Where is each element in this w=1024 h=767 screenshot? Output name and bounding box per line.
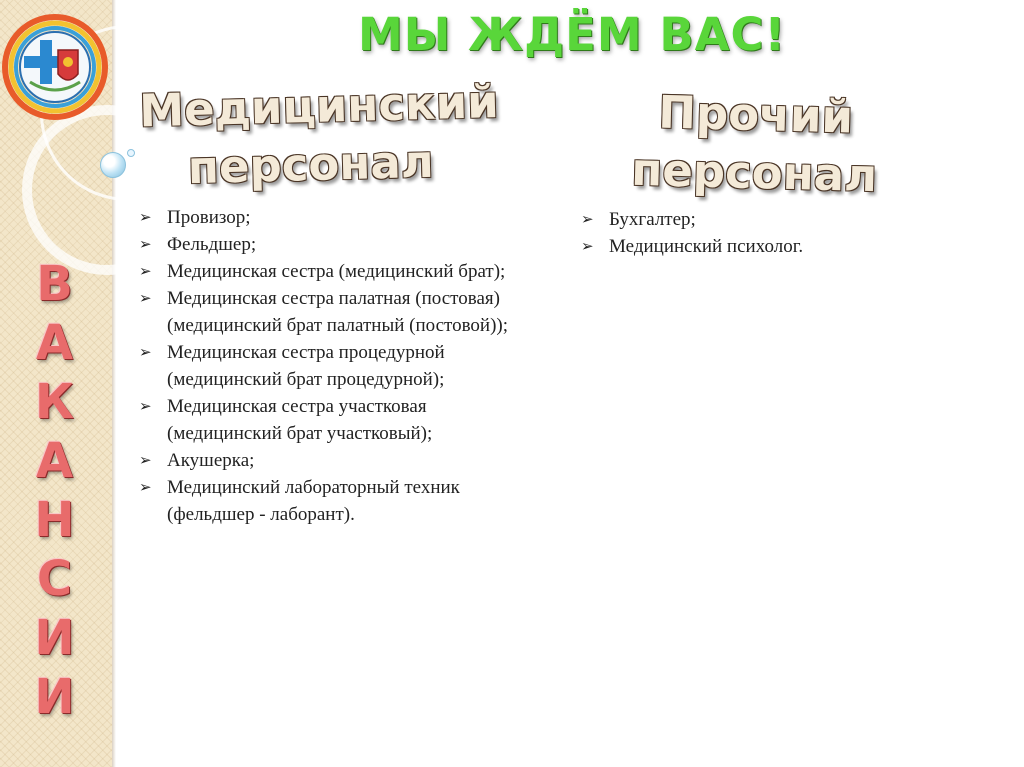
medical-staff-heading <box>138 74 500 199</box>
bubble-decoration <box>100 152 126 178</box>
slide-title: МЫ ЖДЁМ ВАС! <box>357 8 787 61</box>
list-item: ➢ Акушерка; <box>136 447 536 474</box>
list-item: ➢ Медицинская сестра палатная (постовая)(медицинский брат палатный (постовой)); <box>136 285 536 339</box>
other-staff-heading <box>604 82 907 206</box>
medical-vacancy-list <box>136 204 536 528</box>
vertical-letter: Н <box>34 492 76 548</box>
bubble-decoration-small <box>127 149 135 157</box>
list-item: ➢ Медицинская сестра процедурной (медицинский брат процедурной); <box>136 339 536 393</box>
list-item: ➢ Медицинская сестра участковая (медицинский брат участковый); <box>136 393 536 447</box>
vertical-letter: С <box>36 551 74 607</box>
vertical-letter: И <box>34 610 76 666</box>
vertical-letter: В <box>36 256 74 312</box>
vertical-word-vacancies <box>20 258 90 723</box>
vertical-letter: К <box>34 374 76 430</box>
list-item: ➢ Провизор; <box>136 204 536 231</box>
vertical-letter: А <box>35 433 75 489</box>
other-heading-line1: Прочий <box>657 85 854 144</box>
other-heading-line2: персонал <box>630 142 878 203</box>
medical-heading-line2: персонал <box>187 134 435 195</box>
list-item: ➢ Бухгалтер; <box>578 206 978 233</box>
list-item: ➢ Фельдшер; <box>136 231 536 258</box>
other-vacancy-list <box>578 206 978 260</box>
list-item: ➢ Медицинский лабораторный техник (фельдшер - лаборант). <box>136 474 536 528</box>
list-item: ➢ Медицинский психолог. <box>578 233 978 260</box>
vertical-letter: И <box>34 669 76 725</box>
vertical-letter: А <box>35 315 75 371</box>
list-item: ➢ Медицинская сестра (медицинский брат); <box>136 258 536 285</box>
medical-heading-line1: Медицинский <box>138 75 500 138</box>
